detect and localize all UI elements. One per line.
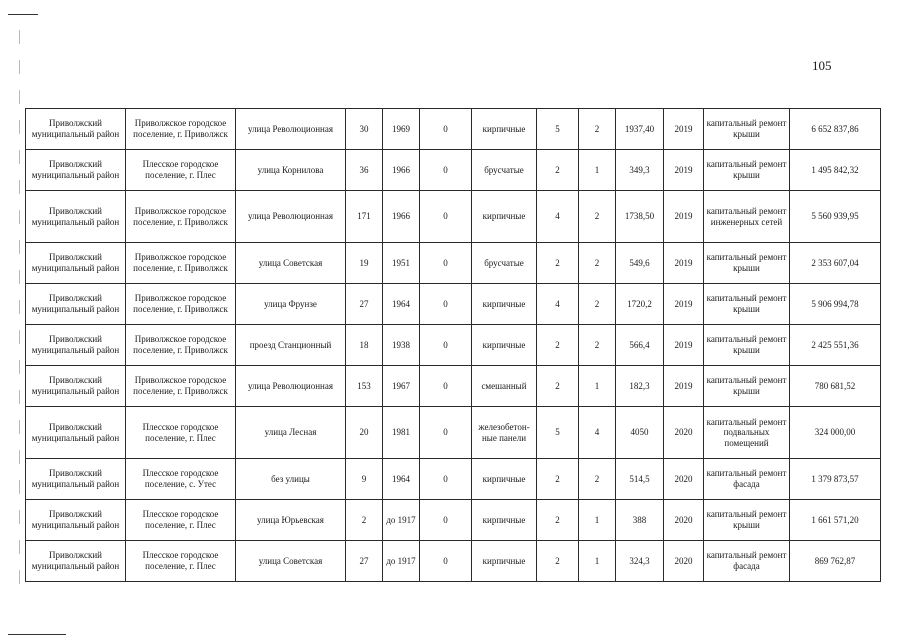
table-row (26, 366, 881, 407)
street-cell: улица Революционная (236, 366, 346, 407)
zero-cell: 0 (420, 459, 472, 500)
area-cell: 4050 (616, 407, 664, 459)
build-year-cell: 1966 (383, 191, 420, 243)
settlement-cell: Приволжское городское поселение, г. Приволжск (126, 243, 236, 284)
floors-cell: 5 (537, 407, 579, 459)
area-cell: 349,3 (616, 150, 664, 191)
area-cell: 566,4 (616, 325, 664, 366)
cost-cell: 1 495 842,32 (790, 150, 881, 191)
settlement-cell: Плесское городское поселение, с. Утес (126, 459, 236, 500)
plan-year-cell: 2019 (664, 109, 704, 150)
wall-material-cell: брусчатые (472, 243, 537, 284)
wall-material-cell: кирпичные (472, 459, 537, 500)
work-type-cell: капитальный ремонт фасада (704, 459, 790, 500)
settlement-cell: Приволжское городское поселение, г. Приволжск (126, 109, 236, 150)
wall-material-cell: кирпичные (472, 284, 537, 325)
cost-cell: 5 906 994,78 (790, 284, 881, 325)
build-year-cell: 1967 (383, 366, 420, 407)
cost-cell: 1 661 571,20 (790, 500, 881, 541)
house-number-cell: 171 (346, 191, 383, 243)
zero-cell: 0 (420, 243, 472, 284)
area-cell: 514,5 (616, 459, 664, 500)
settlement-cell: Приволжское городское поселение, г. Приволжск (126, 284, 236, 325)
work-type-cell: капитальный ремонт крыши (704, 500, 790, 541)
zero-cell: 0 (420, 150, 472, 191)
house-number-cell: 27 (346, 284, 383, 325)
zero-cell: 0 (420, 109, 472, 150)
entrances-cell: 1 (579, 541, 616, 582)
house-number-cell: 20 (346, 407, 383, 459)
floors-cell: 5 (537, 109, 579, 150)
zero-cell: 0 (420, 366, 472, 407)
table-row (26, 191, 881, 243)
zero-cell: 0 (420, 191, 472, 243)
cost-cell: 2 353 607,04 (790, 243, 881, 284)
zero-cell: 0 (420, 407, 472, 459)
street-cell: без улицы (236, 459, 346, 500)
build-year-cell: 1969 (383, 109, 420, 150)
work-type-cell: капитальный ремонт инженерных сетей (704, 191, 790, 243)
entrances-cell: 2 (579, 459, 616, 500)
floors-cell: 2 (537, 150, 579, 191)
cost-cell: 6 652 837,86 (790, 109, 881, 150)
house-number-cell: 153 (346, 366, 383, 407)
entrances-cell: 1 (579, 366, 616, 407)
street-cell: улица Советская (236, 243, 346, 284)
cost-cell: 1 379 873,57 (790, 459, 881, 500)
plan-year-cell: 2019 (664, 191, 704, 243)
plan-year-cell: 2020 (664, 541, 704, 582)
work-type-cell: капитальный ремонт фасада (704, 541, 790, 582)
entrances-cell: 2 (579, 284, 616, 325)
house-number-cell: 27 (346, 541, 383, 582)
street-cell: улица Фрунзе (236, 284, 346, 325)
work-type-cell: капитальный ремонт крыши (704, 325, 790, 366)
housing-repair-table (25, 108, 881, 582)
work-type-cell: капитальный ремонт крыши (704, 150, 790, 191)
work-type-cell: капитальный ремонт крыши (704, 366, 790, 407)
district-cell: Приволжский муниципальный район (26, 500, 126, 541)
floors-cell: 2 (537, 500, 579, 541)
zero-cell: 0 (420, 325, 472, 366)
entrances-cell: 2 (579, 191, 616, 243)
floors-cell: 2 (537, 541, 579, 582)
table-row (26, 500, 881, 541)
wall-material-cell: кирпичные (472, 109, 537, 150)
cost-cell: 780 681,52 (790, 366, 881, 407)
entrances-cell: 2 (579, 243, 616, 284)
work-type-cell: капитальный ремонт крыши (704, 109, 790, 150)
table-row (26, 541, 881, 582)
wall-material-cell: железобетон-ные панели (472, 407, 537, 459)
build-year-cell: до 1917 (383, 500, 420, 541)
wall-material-cell: кирпичные (472, 325, 537, 366)
floors-cell: 2 (537, 459, 579, 500)
house-number-cell: 30 (346, 109, 383, 150)
street-cell: улица Лесная (236, 407, 346, 459)
wall-material-cell: смешанный (472, 366, 537, 407)
house-number-cell: 36 (346, 150, 383, 191)
street-cell: улица Юрьевская (236, 500, 346, 541)
district-cell: Приволжский муниципальный район (26, 541, 126, 582)
plan-year-cell: 2019 (664, 366, 704, 407)
entrances-cell: 1 (579, 150, 616, 191)
table-row (26, 243, 881, 284)
cost-cell: 5 560 939,95 (790, 191, 881, 243)
table-row (26, 459, 881, 500)
table-row (26, 407, 881, 459)
table-body (26, 109, 881, 582)
street-cell: улица Революционная (236, 109, 346, 150)
settlement-cell: Плесское городское поселение, г. Плес (126, 500, 236, 541)
table-row (26, 150, 881, 191)
cost-cell: 324 000,00 (790, 407, 881, 459)
build-year-cell: 1964 (383, 284, 420, 325)
work-type-cell: капитальный ремонт подвальных помещений (704, 407, 790, 459)
area-cell: 388 (616, 500, 664, 541)
build-year-cell: 1938 (383, 325, 420, 366)
settlement-cell: Приволжское городское поселение, г. Приволжск (126, 191, 236, 243)
street-cell: проезд Станционный (236, 325, 346, 366)
district-cell: Приволжский муниципальный район (26, 325, 126, 366)
district-cell: Приволжский муниципальный район (26, 109, 126, 150)
entrances-cell: 2 (579, 109, 616, 150)
page-number: 105 (812, 58, 832, 73)
build-year-cell: 1964 (383, 459, 420, 500)
build-year-cell: до 1917 (383, 541, 420, 582)
district-cell: Приволжский муниципальный район (26, 459, 126, 500)
build-year-cell: 1981 (383, 407, 420, 459)
district-cell: Приволжский муниципальный район (26, 150, 126, 191)
table-row (26, 284, 881, 325)
settlement-cell: Приволжское городское поселение, г. Приволжск (126, 325, 236, 366)
settlement-cell: Приволжское городское поселение, г. Приволжск (126, 366, 236, 407)
work-type-cell: капитальный ремонт крыши (704, 284, 790, 325)
cost-cell: 869 762,87 (790, 541, 881, 582)
floors-cell: 4 (537, 191, 579, 243)
street-cell: улица Советская (236, 541, 346, 582)
scan-artifact-line (8, 634, 66, 635)
zero-cell: 0 (420, 541, 472, 582)
plan-year-cell: 2019 (664, 150, 704, 191)
district-cell: Приволжский муниципальный район (26, 243, 126, 284)
scan-artifact-line (8, 14, 38, 15)
area-cell: 1720,2 (616, 284, 664, 325)
plan-year-cell: 2020 (664, 407, 704, 459)
district-cell: Приволжский муниципальный район (26, 284, 126, 325)
floors-cell: 2 (537, 325, 579, 366)
wall-material-cell: кирпичные (472, 500, 537, 541)
area-cell: 324,3 (616, 541, 664, 582)
wall-material-cell: брусчатые (472, 150, 537, 191)
plan-year-cell: 2020 (664, 459, 704, 500)
entrances-cell: 4 (579, 407, 616, 459)
plan-year-cell: 2019 (664, 243, 704, 284)
build-year-cell: 1966 (383, 150, 420, 191)
table-row (26, 325, 881, 366)
plan-year-cell: 2020 (664, 500, 704, 541)
floors-cell: 2 (537, 366, 579, 407)
entrances-cell: 2 (579, 325, 616, 366)
work-type-cell: капитальный ремонт крыши (704, 243, 790, 284)
cost-cell: 2 425 551,36 (790, 325, 881, 366)
floors-cell: 2 (537, 243, 579, 284)
house-number-cell: 2 (346, 500, 383, 541)
street-cell: улица Революционная (236, 191, 346, 243)
zero-cell: 0 (420, 284, 472, 325)
house-number-cell: 18 (346, 325, 383, 366)
district-cell: Приволжский муниципальный район (26, 366, 126, 407)
area-cell: 549,6 (616, 243, 664, 284)
house-number-cell: 9 (346, 459, 383, 500)
scan-edge-artifact (19, 30, 20, 590)
settlement-cell: Плесское городское поселение, г. Плес (126, 541, 236, 582)
entrances-cell: 1 (579, 500, 616, 541)
district-cell: Приволжский муниципальный район (26, 407, 126, 459)
settlement-cell: Плесское городское поселение, г. Плес (126, 150, 236, 191)
zero-cell: 0 (420, 500, 472, 541)
floors-cell: 4 (537, 284, 579, 325)
area-cell: 1937,40 (616, 109, 664, 150)
wall-material-cell: кирпичные (472, 541, 537, 582)
plan-year-cell: 2019 (664, 325, 704, 366)
area-cell: 1738,50 (616, 191, 664, 243)
street-cell: улица Корнилова (236, 150, 346, 191)
wall-material-cell: кирпичные (472, 191, 537, 243)
build-year-cell: 1951 (383, 243, 420, 284)
house-number-cell: 19 (346, 243, 383, 284)
area-cell: 182,3 (616, 366, 664, 407)
table-row (26, 109, 881, 150)
settlement-cell: Плесское городское поселение, г. Плес (126, 407, 236, 459)
district-cell: Приволжский муниципальный район (26, 191, 126, 243)
plan-year-cell: 2019 (664, 284, 704, 325)
